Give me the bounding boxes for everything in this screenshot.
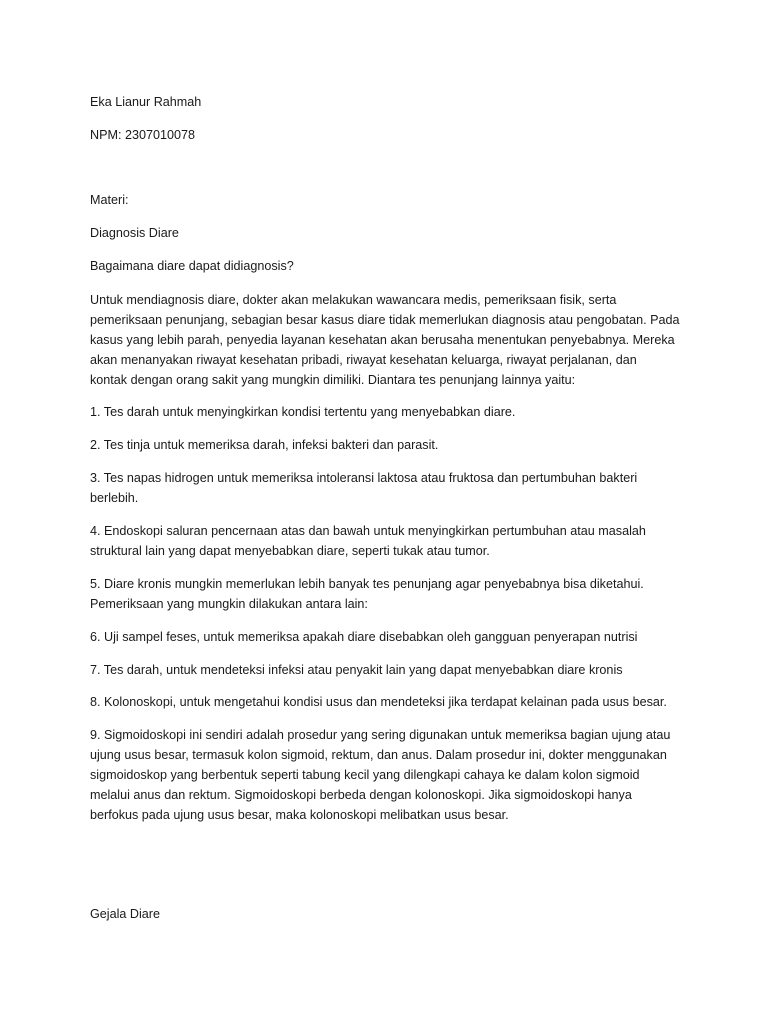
list-item-7: [90, 660, 682, 680]
list-item-6: [90, 627, 682, 647]
intro-line: kasus yang lebih parah, penyedia layanan kesehatan akan berusaha menentukan penyebabnya. Mereka: [90, 333, 675, 347]
list-item-line: 3. Tes napas hidrogen untuk memeriksa intoleransi laktosa atau fruktosa dan pertumbuhan bakteri: [90, 471, 638, 485]
intro-line: pemeriksaan penunjang, sebagian besar kasus diare tidak memerlukan diagnosis atau pengobatan. Pada: [90, 313, 680, 327]
topic-title: Diagnosis Diare: [90, 226, 179, 240]
student-id: NPM: 2307010078: [90, 128, 196, 142]
list-item-5: [90, 574, 682, 614]
list-item-8: [90, 692, 682, 712]
list-item-line: 5. Diare kronis mungkin memerlukan lebih banyak tes penunjang agar penyebabnya bisa diketahui.: [90, 577, 644, 591]
list-item-3: [90, 468, 682, 508]
list-item-9: [90, 725, 682, 825]
intro-line: Untuk mendiagnosis diare, dokter akan melakukan wawancara medis, pemeriksaan fisik, serta: [90, 293, 617, 307]
list-item-line: struktural lain yang dapat menyebabkan diare, seperti tukak atau tumor.: [90, 544, 490, 558]
intro-paragraph: [90, 290, 682, 390]
list-item-line: berfokus pada ujung usus besar, maka kolonoskopi melibatkan usus besar.: [90, 808, 509, 822]
list-item-line: berlebih.: [90, 491, 139, 505]
list-item-2: [90, 435, 682, 455]
list-item-line: 7. Tes darah, untuk mendeteksi infeksi atau penyakit lain yang dapat menyebabkan diare kronis: [90, 663, 623, 677]
list-item-line: ujung usus besar, termasuk kolon sigmoid, rektum, dan anus. Dalam prosedur ini, dokter menggunakan: [90, 748, 667, 762]
list-item-line: 2. Tes tinja untuk memeriksa darah, infeksi bakteri dan parasit.: [90, 438, 439, 452]
list-item-line: Pemeriksaan yang mungkin dilakukan antara lain:: [90, 597, 368, 611]
list-item-line: sigmoidoskop yang berbentuk seperti tabung kecil yang dilengkapi cahaya ke dalam kolon sigmoid: [90, 768, 640, 782]
intro-line: kontak dengan orang sakit yang mungkin dimiliki. Diantara tes penunjang lainnya yaitu:: [90, 373, 576, 387]
list-item-1: [90, 402, 682, 422]
question-heading: Bagaimana diare dapat didiagnosis?: [90, 259, 294, 273]
materi-label: Materi:: [90, 193, 129, 207]
list-item-4: [90, 521, 682, 561]
list-item-line: 4. Endoskopi saluran pencernaan atas dan bawah untuk menyingkirkan pertumbuhan atau masalah: [90, 524, 646, 538]
next-section-heading: Gejala Diare: [90, 907, 160, 921]
author-name: Eka Lianur Rahmah: [90, 95, 202, 109]
list-item-line: 8. Kolonoskopi, untuk mengetahui kondisi usus dan mendeteksi jika terdapat kelainan pada usus besar.: [90, 695, 667, 709]
list-item-line: 6. Uji sampel feses, untuk memeriksa apakah diare disebabkan oleh gangguan penyerapan nutrisi: [90, 630, 638, 644]
list-item-line: melalui anus dan rektum. Sigmoidoskopi berbeda dengan kolonoskopi. Jika sigmoidoskopi hanya: [90, 788, 632, 802]
list-item-line: 1. Tes darah untuk menyingkirkan kondisi tertentu yang menyebabkan diare.: [90, 405, 516, 419]
intro-line: akan menanyakan riwayat kesehatan pribadi, riwayat kesehatan keluarga, riwayat perjalanan, dan: [90, 353, 637, 367]
list-item-line: 9. Sigmoidoskopi ini sendiri adalah prosedur yang sering digunakan untuk memeriksa bagian ujung atau: [90, 728, 671, 742]
